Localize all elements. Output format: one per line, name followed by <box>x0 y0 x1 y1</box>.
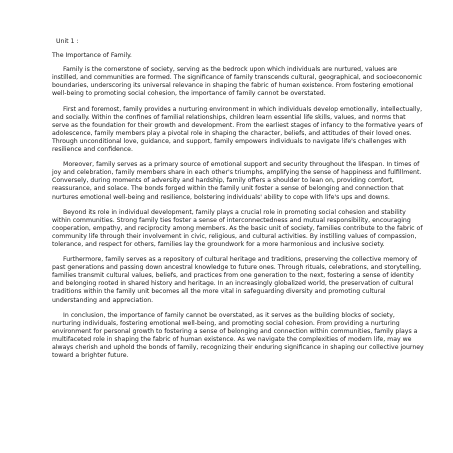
paragraph-nurturing: First and foremost, family provides a nurturing environment in which individuals develop emotionally, intellectually, and socially. Within the confines of familial relationships, children learn essential life skills, values, and norms that serve as the foundation for their growth and development. From the earliest stages of infancy to the formative years of adolescence, family members play a pivotal role in shaping the character, beliefs, and attitudes of their loved ones. Through unconditional love, guidance, and support, family empowers individuals to navigate life's challenges with resilience and confidence. <box>52 105 423 154</box>
unit-label: Unit 1 : <box>56 38 79 45</box>
paragraph-social-cohesion: Beyond its role in individual development, family plays a crucial role in promoting social cohesion and stability within communities. Strong family ties foster a sense of interconnectedness and mutual responsibility, encouraging cooperation, empathy, and reciprocity among members. As the basic unit of society, families contribute to the fabric of community life through their involvement in civic, religious, and cultural activities. By instilling values of compassion, tolerance, and respect for others, families lay the groundwork for a more harmonious and inclusive society. <box>52 208 423 248</box>
document-title: The Importance of Family. <box>52 52 132 60</box>
document-page <box>52 38 424 367</box>
paragraph-emotional-support: Moreover, family serves as a primary source of emotional support and security throughout the lifespan. In times of joy and celebration, family members share in each other's triumphs, amplifying the sense of happiness and fulfillment. Conversely, during moments of adversity and hardship, family offers a shoulder to lean on, providing comfort, reassurance, and solace. The bonds forged within the family unit foster a sense of belonging and connection that nurtures emotional well-being and resilience, bolstering individuals' ability to cope with life's ups and downs. <box>52 161 422 201</box>
paragraph-intro: Family is the cornerstone of society, serving as the bedrock upon which individuals are nurtured, values are instilled, and communities are formed. The significance of family transcends cultural, geographical, and socioeconomic boundaries, underscoring its universal relevance in shaping the fabric of human existence. From fostering emotional well-being to promoting social cohesion, the importance of family cannot be overstated. <box>52 66 423 98</box>
paragraph-cultural-heritage: Furthermore, family serves as a repository of cultural heritage and traditions, preserving the collective memory of past generations and passing down ancestral knowledge to future ones. Through rituals, celebrations, and storytelling, families transmit cultural values, beliefs, and practices from one generation to the next, fostering a sense of identity and belonging rooted in shared history and heritage. In an increasingly globalized world, the preservation of cultural traditions within the family unit becomes all the more vital in safeguarding diversity and promoting cultural understanding and appreciation. <box>52 256 422 304</box>
paragraph-conclusion: In conclusion, the importance of family cannot be overstated, as it serves as the building blocks of society, nurturing individuals, fostering emotional well-being, and promoting social cohesion. From providing a nurturing environment for personal growth to fostering a sense of belonging and connection within communities, family plays a multifaceted role in shaping the fabric of human existence. As we navigate the complexities of modern life, may we always cherish and uphold the bonds of family, recognizing their enduring significance in shaping our collective journey toward a brighter future. <box>52 311 424 360</box>
